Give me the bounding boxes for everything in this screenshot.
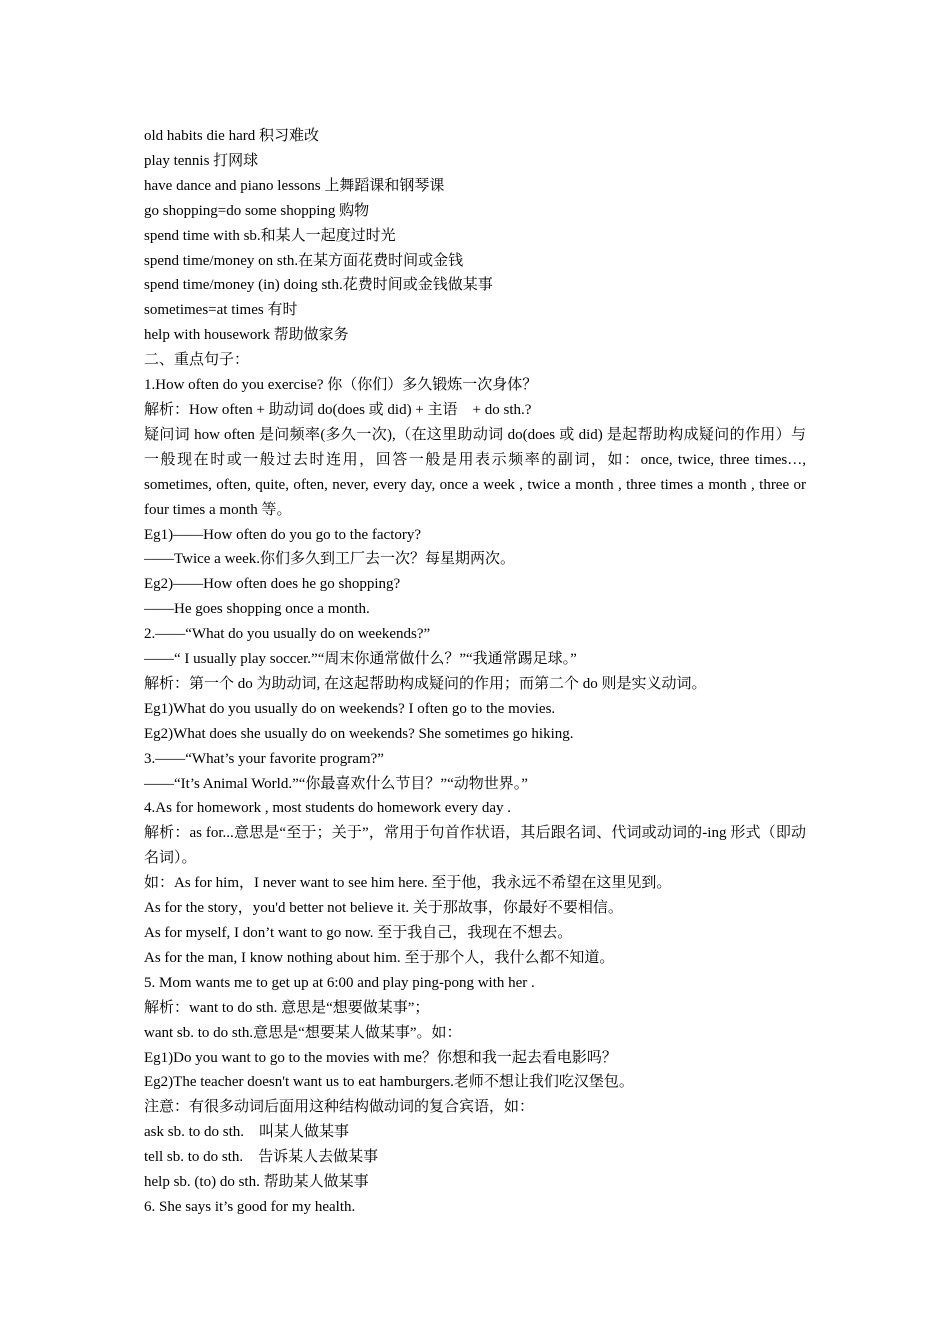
text-line: 6. She says it’s good for my health. <box>144 1198 356 1215</box>
text-line: old habits die hard 积习难改 <box>144 128 319 144</box>
section-heading: 二、重点句子： <box>144 352 250 369</box>
text-line: As for the man, I know nothing about him. 至于那个人，我什么都不知道。 <box>144 949 615 966</box>
text-line: ——“ I usually play soccer.”“周末你通常做什么？”“我通常踢足球。” <box>144 651 577 668</box>
text-line: spend time/money on sth.在某方面花费时间或金钱 <box>144 252 464 269</box>
text-line: 2.——“What do you usually do on weekends?” <box>144 626 431 643</box>
text-line: 解析：want to do sth. 意思是“想要做某事”； <box>144 999 430 1016</box>
document-page <box>144 124 806 1220</box>
text-line: ——Twice a week.你们多久到工厂去一次？每星期两次。 <box>144 551 515 568</box>
text-line: play tennis 打网球 <box>144 152 259 169</box>
text-line: 解析：How often + 助动词 do(does 或 did) + 主语 + do sth.? <box>144 401 532 418</box>
text-line: ——“It’s Animal World.”“你最喜欢什么节目？”“动物世界。” <box>144 775 528 792</box>
text-line: 解析：第一个 do 为助动词, 在这起帮助构成疑问的作用；而第二个 do 则是实义动词。 <box>144 675 707 692</box>
text-line: help with housework 帮助做家务 <box>144 327 349 344</box>
text-line: help sb. (to) do sth. 帮助某人做某事 <box>144 1174 369 1191</box>
text-line: tell sb. to do sth. 告诉某人去做某事 <box>144 1149 379 1166</box>
text-line: As for the story，you'd better not believe it. 关于那故事，你最好不要相信。 <box>144 900 623 917</box>
text-line: want sb. to do sth.意思是“想要某人做某事”。如： <box>144 1024 462 1041</box>
text-line: 4.As for homework , most students do homework every day . <box>144 800 512 817</box>
paragraph-as-for: 解析：as for...意思是“至于；关于”，常用于句首作状语，其后跟名词、代词或动词的-ing 形式（即动名词）。 <box>144 825 806 867</box>
text-line: sometimes=at times 有时 <box>144 302 298 319</box>
text-line: Eg2)What does she usually do on weekends? She sometimes go hiking. <box>144 725 574 742</box>
text-line: 1.How often do you exercise? 你（你们）多久锻炼一次身体？ <box>144 377 538 394</box>
text-line: Eg1)What do you usually do on weekends? I often go to the movies. <box>144 700 556 717</box>
text-line: ——He goes shopping once a month. <box>144 601 370 618</box>
text-line: 3.——“What’s your favorite program?” <box>144 750 384 767</box>
text-line: spend time with sb.和某人一起度过时光 <box>144 227 396 244</box>
paragraph-how-often: 疑问词 how often 是问频率(多久一次),（在这里助动词 do(does 或 did) 是起帮助构成疑问的作用）与一般现在时或一般过去时连用，回答一般是用表示频率的副词，如：once, twice, three times…, sometimes, often, quite, often, never, every day, once a week , twice a month , three times a month , three or four times a month 等。 <box>144 426 806 518</box>
text-line: Eg1)——How often do you go to the factory? <box>144 526 422 543</box>
text-line: 注意：有很多动词后面用这种结构做动词的复合宾语，如： <box>144 1099 535 1116</box>
text-line: 如：As for him，I never want to see him here. 至于他，我永远不希望在这里见到。 <box>144 875 672 892</box>
text-line: have dance and piano lessons 上舞蹈课和钢琴课 <box>144 177 445 194</box>
text-line: Eg2)——How often does he go shopping? <box>144 576 401 593</box>
text-line: ask sb. to do sth. 叫某人做某事 <box>144 1124 350 1141</box>
text-line: As for myself, I don’t want to go now. 至于我自己，我现在不想去。 <box>144 925 573 941</box>
text-line: 5. Mom wants me to get up at 6:00 and play ping-pong with her . <box>144 974 535 991</box>
text-line: Eg1)Do you want to go to the movies with me？你想和我一起去看电影吗？ <box>144 1049 617 1066</box>
text-line: Eg2)The teacher doesn't want us to eat hamburgers.老师不想让我们吃汉堡包。 <box>144 1074 634 1091</box>
text-line: spend time/money (in) doing sth.花费时间或金钱做某事 <box>144 277 493 294</box>
text-line: go shopping=do some shopping 购物 <box>144 202 370 219</box>
